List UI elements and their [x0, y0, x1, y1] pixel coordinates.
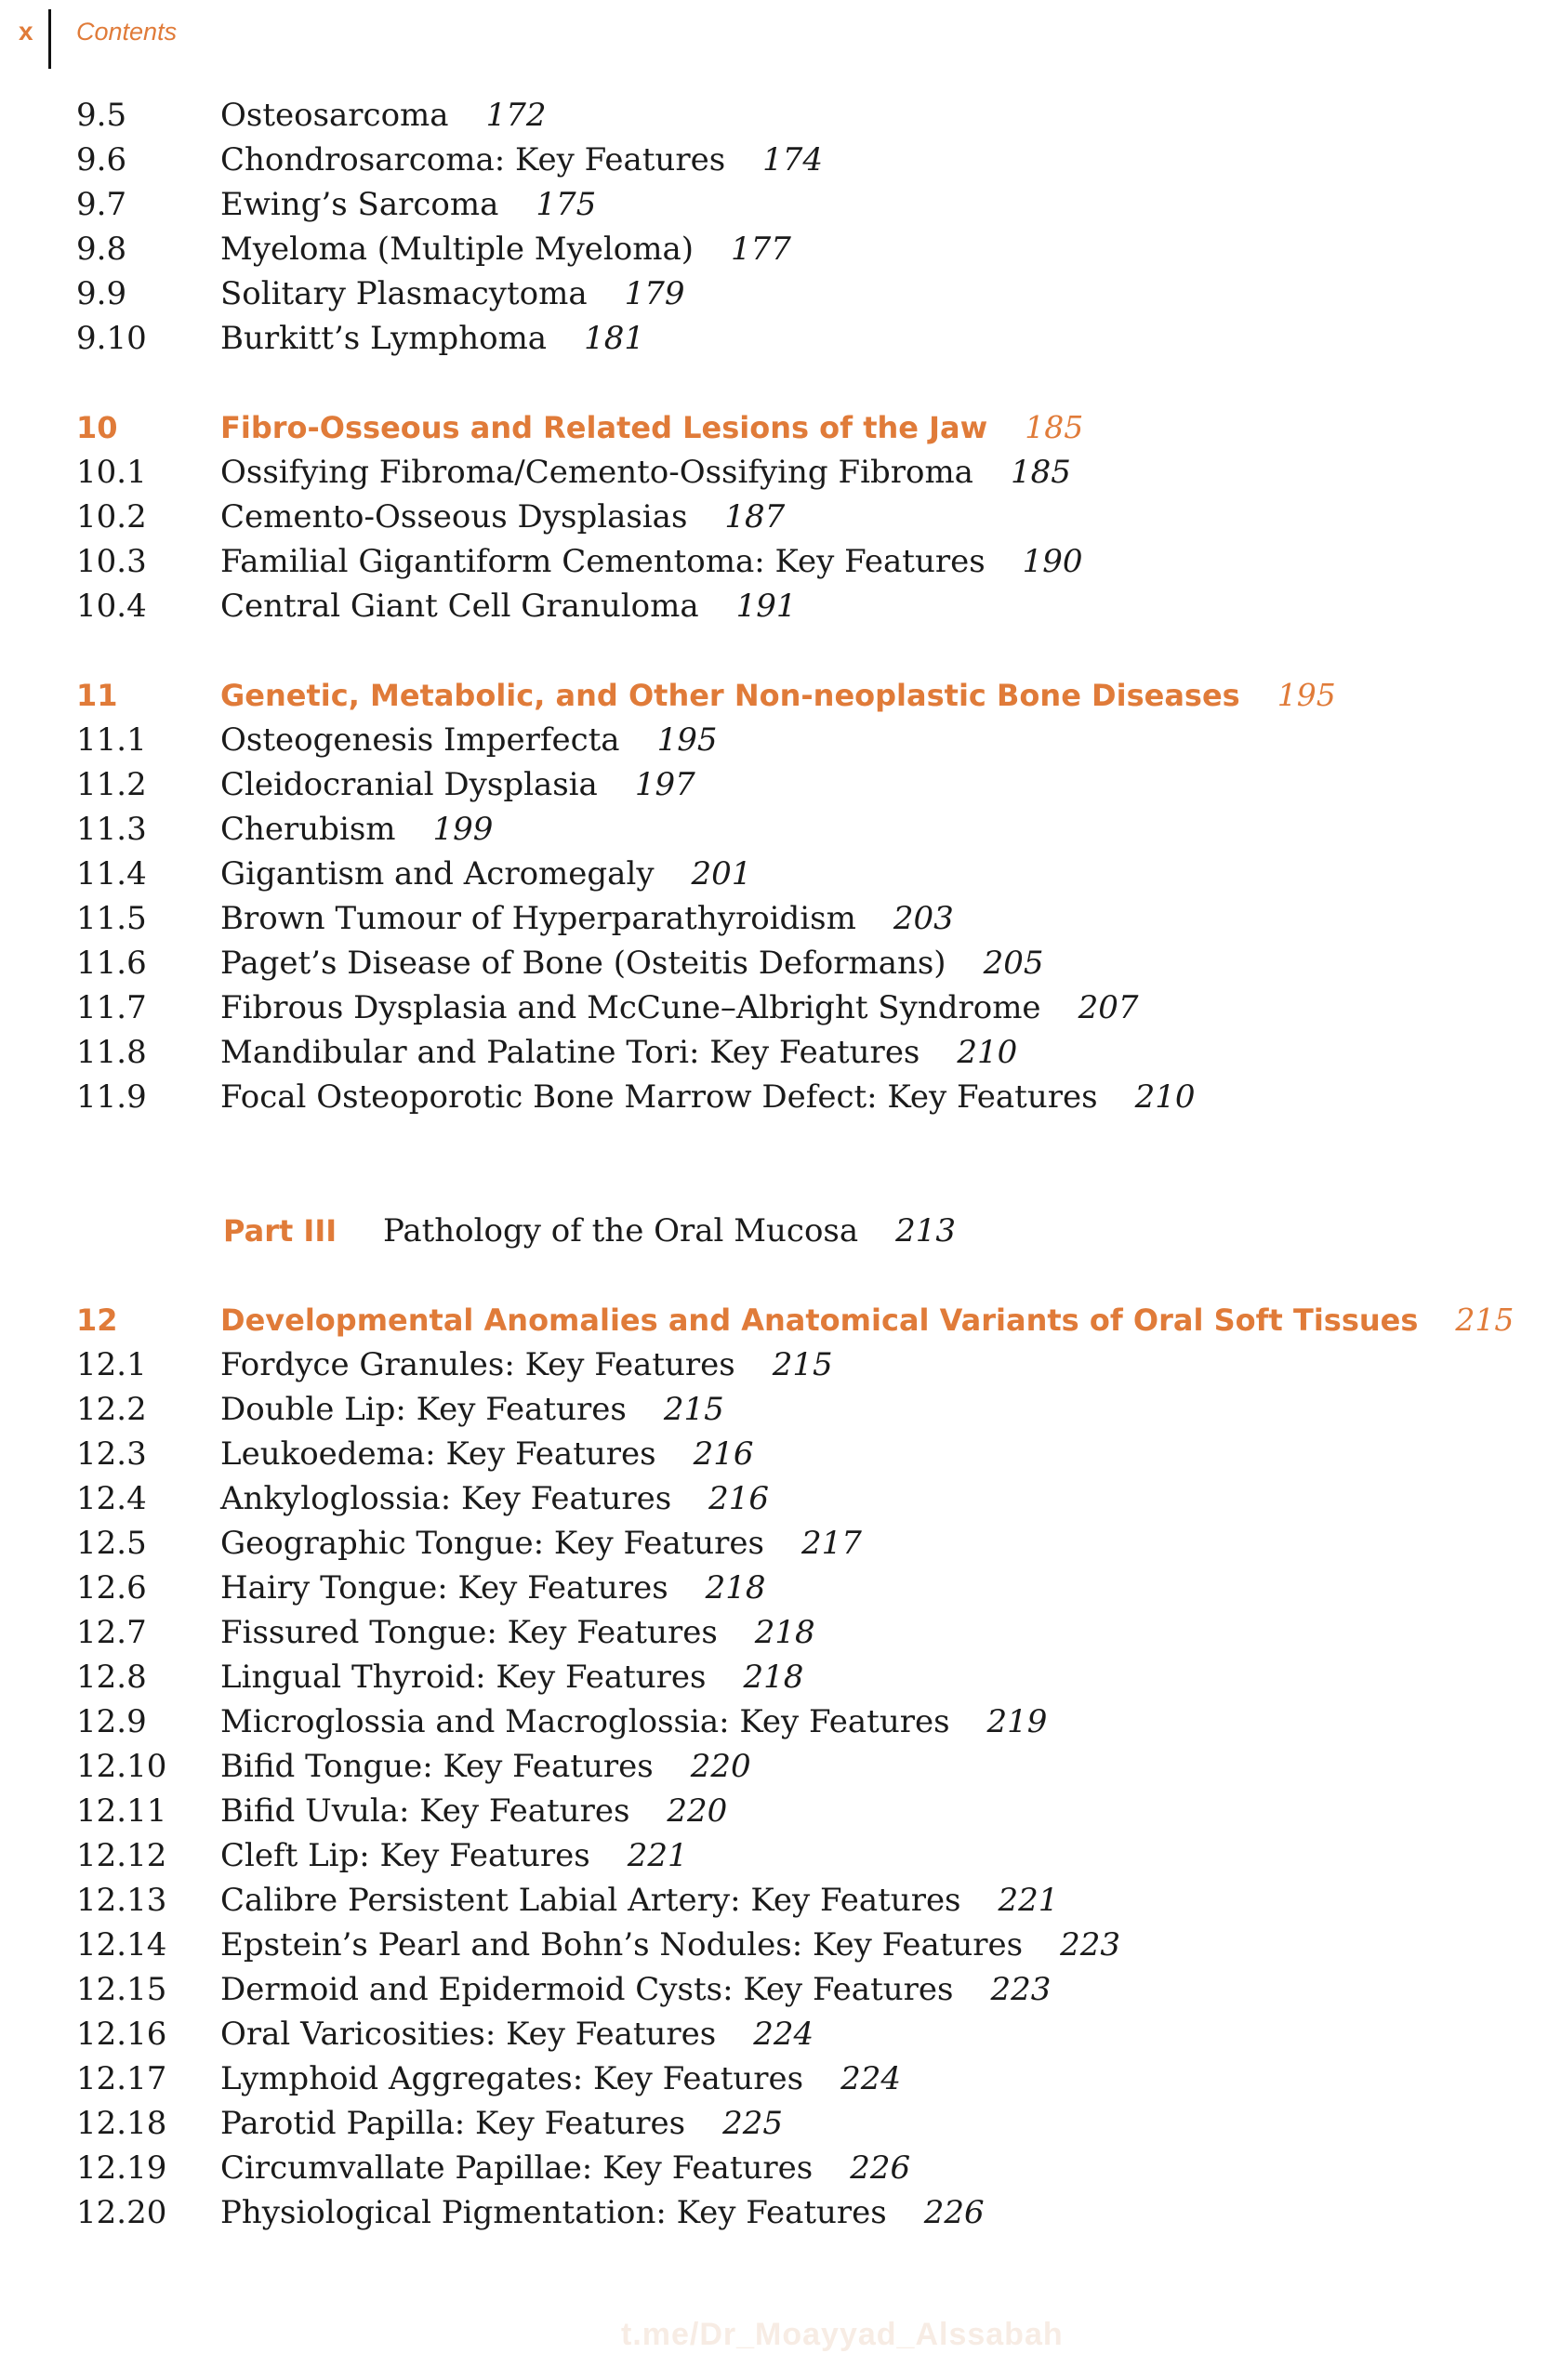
section-number: 12.4	[76, 1480, 147, 1517]
watermark: t.me/Dr_Moayyad_Alssabah	[621, 2317, 1064, 2352]
toc-entry[interactable]	[0, 2146, 1548, 2190]
toc-entry[interactable]	[0, 2056, 1548, 2101]
section-number: 12.8	[76, 1659, 147, 1696]
page-title: Contents	[76, 18, 178, 46]
toc-part[interactable]	[0, 1209, 1548, 1253]
section-title[interactable]: Mandibular and Palatine Tori: Key Features 210	[220, 1034, 1018, 1071]
reader-header	[0, 0, 1548, 65]
section-number: 12.7	[76, 1614, 147, 1651]
part-label: Part III	[223, 1213, 337, 1249]
toc-entry[interactable]	[0, 852, 1548, 896]
page-number: 215	[663, 1391, 724, 1428]
toc-entry[interactable]	[0, 93, 1548, 138]
section-title[interactable]: Circumvallate Papillae: Key Features 226	[220, 2149, 911, 2187]
section-number: 12.14	[76, 1926, 167, 1964]
section-number: 12.12	[76, 1837, 167, 1874]
section-title[interactable]: Ankyloglossia: Key Features 216	[220, 1480, 770, 1517]
section-title[interactable]: Oral Varicosities: Key Features 224	[220, 2016, 814, 2053]
section-title[interactable]: Fissured Tongue: Key Features 218	[220, 1614, 815, 1651]
page-number: 225	[722, 2105, 784, 2142]
toc-chapter[interactable]	[0, 673, 1548, 718]
toc-entry[interactable]	[0, 1566, 1548, 1610]
section-number: 11.8	[76, 1034, 147, 1071]
section-number: 12.5	[76, 1525, 147, 1562]
page-number: 224	[840, 2060, 902, 2097]
section-title[interactable]: Burkitt’s Lymphoma 181	[220, 320, 644, 357]
section-title[interactable]: Fordyce Granules: Key Features 215	[220, 1346, 833, 1383]
toc-entry[interactable]	[0, 1967, 1548, 2012]
page-number: 179	[624, 275, 685, 312]
page-number: 187	[724, 498, 786, 536]
toc-entry[interactable]	[0, 182, 1548, 227]
page-number: 203	[893, 900, 954, 937]
section-number: 11.1	[76, 721, 147, 759]
section-title[interactable]: Chondrosarcoma: Key Features 174	[220, 141, 824, 178]
section-number: 12.3	[76, 1435, 147, 1473]
toc-entry[interactable]	[0, 1699, 1548, 1744]
toc-entry[interactable]	[0, 1075, 1548, 1119]
page-number: 217	[801, 1525, 862, 1562]
section-number: 12.20	[76, 2194, 167, 2231]
page-number: 190	[1022, 543, 1083, 580]
page-number: 177	[731, 231, 791, 268]
toc-entry[interactable]	[0, 896, 1548, 941]
page-number: 215	[1455, 1302, 1515, 1338]
toc-entry[interactable]	[0, 1476, 1548, 1521]
section-number: 9.9	[76, 275, 127, 312]
toc-entry[interactable]	[0, 1833, 1548, 1878]
page-number: 210	[1134, 1078, 1196, 1116]
section-number: 9.10	[76, 320, 147, 357]
toc-entry[interactable]	[0, 1789, 1548, 1833]
section-number: 10.1	[76, 454, 147, 491]
section-title[interactable]: Central Giant Cell Granuloma 191	[220, 588, 797, 625]
section-number: 12.6	[76, 1569, 147, 1606]
close-icon[interactable]: x	[19, 17, 33, 46]
section-number: 12.15	[76, 1971, 167, 2008]
page-number: 219	[986, 1703, 1048, 1740]
toc-entry[interactable]	[0, 985, 1548, 1030]
section-title[interactable]: Osteosarcoma 172	[220, 97, 547, 134]
section-number: 12.10	[76, 1748, 167, 1785]
toc-entry[interactable]	[0, 271, 1548, 316]
toc-entry[interactable]	[0, 1521, 1548, 1566]
page-number: 218	[743, 1659, 804, 1696]
page-number: 218	[705, 1569, 766, 1606]
section-number: 12.1	[76, 1346, 147, 1383]
page-number: 223	[990, 1971, 1052, 2008]
page-number: 220	[667, 1792, 728, 1830]
section-title[interactable]: Lymphoid Aggregates: Key Features 224	[220, 2060, 902, 2097]
section-title[interactable]: Focal Osteoporotic Bone Marrow Defect: Key Features 210	[220, 1078, 1196, 1116]
section-number: 12.2	[76, 1391, 147, 1428]
toc-entry[interactable]	[0, 2190, 1548, 2235]
page-number: 207	[1078, 989, 1139, 1026]
toc-entry[interactable]	[0, 450, 1548, 495]
page-number: 199	[432, 811, 494, 848]
toc-entry[interactable]	[0, 1030, 1548, 1075]
toc-chapter[interactable]	[0, 1298, 1548, 1342]
toc-entry[interactable]	[0, 762, 1548, 807]
header-divider	[48, 9, 51, 69]
section-number: 12	[76, 1302, 118, 1338]
toc-entry[interactable]	[0, 1432, 1548, 1476]
section-number: 10	[76, 410, 118, 445]
section-title[interactable]: Paget’s Disease of Bone (Osteitis Deformans) 205	[220, 945, 1044, 982]
page-number: 221	[998, 1882, 1059, 1919]
toc-chapter[interactable]	[0, 405, 1548, 450]
section-number: 12.9	[76, 1703, 147, 1740]
page-number: 201	[691, 855, 752, 892]
page-number: 216	[693, 1435, 754, 1473]
section-title[interactable]: Cleft Lip: Key Features 221	[220, 1837, 688, 1874]
toc-entry[interactable]	[0, 1387, 1548, 1432]
page-number: 185	[1025, 409, 1084, 445]
section-number: 11.7	[76, 989, 147, 1026]
page-number: 181	[584, 320, 644, 357]
toc-entry[interactable]	[0, 1923, 1548, 1967]
section-number: 11.4	[76, 855, 147, 892]
section-title[interactable]: Cemento-Osseous Dysplasias 187	[220, 498, 786, 536]
section-title[interactable]: Gigantism and Acromegaly 201	[220, 855, 752, 892]
toc-entry[interactable]	[0, 807, 1548, 852]
section-number: 9.7	[76, 186, 127, 223]
toc-entry[interactable]	[0, 1878, 1548, 1923]
section-title[interactable]: Epstein’s Pearl and Bohn’s Nodules: Key Features 223	[220, 1926, 1121, 1964]
section-number: 9.5	[76, 97, 127, 134]
section-title[interactable]: Familial Gigantiform Cementoma: Key Features 190	[220, 543, 1083, 580]
section-number: 9.8	[76, 231, 127, 268]
section-title[interactable]: Double Lip: Key Features 215	[220, 1391, 724, 1428]
section-title[interactable]: Bifid Uvula: Key Features 220	[220, 1792, 728, 1830]
section-number: 12.11	[76, 1792, 167, 1830]
page-number: 215	[772, 1346, 833, 1383]
section-title[interactable]: Microglossia and Macroglossia: Key Features 219	[220, 1703, 1048, 1740]
section-title[interactable]: Pathology of the Oral Mucosa 213	[383, 1212, 957, 1250]
section-title[interactable]: Bifid Tongue: Key Features 220	[220, 1748, 751, 1785]
section-title[interactable]: Ossifying Fibroma/Cemento-Ossifying Fibroma 185	[220, 454, 1071, 491]
section-title[interactable]: Myeloma (Multiple Myeloma) 177	[220, 231, 791, 268]
page-number: 224	[753, 2016, 814, 2053]
page-number: 216	[708, 1480, 770, 1517]
page-number: 218	[754, 1614, 815, 1651]
page-number: 172	[485, 97, 547, 134]
toc-entry[interactable]	[0, 539, 1548, 584]
section-title[interactable]: Fibrous Dysplasia and McCune–Albright Syndrome 207	[220, 989, 1139, 1026]
section-number: 11.2	[76, 766, 147, 803]
page-number: 205	[983, 945, 1044, 982]
page-number: 220	[690, 1748, 751, 1785]
section-number: 12.13	[76, 1882, 167, 1919]
toc-entry[interactable]	[0, 227, 1548, 271]
section-title[interactable]: Physiological Pigmentation: Key Features 226	[220, 2194, 985, 2231]
toc-entry[interactable]	[0, 941, 1548, 985]
section-title[interactable]: Fibro-Osseous and Related Lesions of the Jaw 185	[220, 409, 1084, 445]
section-number: 11.6	[76, 945, 147, 982]
page-number: 191	[735, 588, 797, 625]
page-number: 174	[762, 141, 824, 178]
section-title[interactable]: Osteogenesis Imperfecta 195	[220, 721, 718, 759]
section-title[interactable]: Hairy Tongue: Key Features 218	[220, 1569, 766, 1606]
toc-entry[interactable]	[0, 1655, 1548, 1699]
toc-entry[interactable]	[0, 1744, 1548, 1789]
page-number: 221	[627, 1837, 688, 1874]
page-number: 185	[1010, 454, 1071, 491]
page-number: 213	[895, 1212, 957, 1250]
page-number: 175	[536, 186, 597, 223]
toc-entry[interactable]	[0, 316, 1548, 361]
toc-entry[interactable]	[0, 1342, 1548, 1387]
section-number: 12.17	[76, 2060, 167, 2097]
section-title[interactable]: Cherubism 199	[220, 811, 494, 848]
section-title[interactable]: Geographic Tongue: Key Features 217	[220, 1525, 862, 1562]
page-number: 195	[1277, 677, 1336, 713]
section-title[interactable]: Dermoid and Epidermoid Cysts: Key Features 223	[220, 1971, 1052, 2008]
section-number: 12.16	[76, 2016, 167, 2053]
section-title[interactable]: Solitary Plasmacytoma 179	[220, 275, 685, 312]
section-number: 12.18	[76, 2105, 167, 2142]
toc-entry[interactable]	[0, 1610, 1548, 1655]
page-number: 197	[634, 766, 695, 803]
section-number: 11	[76, 678, 118, 713]
toc-entry[interactable]	[0, 495, 1548, 539]
section-title[interactable]: Cleidocranial Dysplasia 197	[220, 766, 695, 803]
toc-entry[interactable]	[0, 2101, 1548, 2146]
section-number: 9.6	[76, 141, 127, 178]
page-number: 210	[957, 1034, 1018, 1071]
page-number: 195	[656, 721, 718, 759]
section-number: 11.9	[76, 1078, 147, 1116]
toc-entry[interactable]	[0, 584, 1548, 628]
section-number: 10.2	[76, 498, 147, 536]
section-title[interactable]: Ewing’s Sarcoma 175	[220, 186, 597, 223]
page-number: 226	[850, 2149, 911, 2187]
section-title[interactable]: Calibre Persistent Labial Artery: Key Features 221	[220, 1882, 1059, 1919]
section-number: 12.19	[76, 2149, 167, 2187]
toc-entry[interactable]	[0, 718, 1548, 762]
toc-entry[interactable]	[0, 2012, 1548, 2056]
section-title[interactable]: Developmental Anomalies and Anatomical Variants of Oral Soft Tissues 215	[220, 1302, 1515, 1338]
section-title[interactable]: Lingual Thyroid: Key Features 218	[220, 1659, 804, 1696]
page-number: 223	[1060, 1926, 1121, 1964]
toc-entry[interactable]	[0, 138, 1548, 182]
section-title[interactable]: Genetic, Metabolic, and Other Non-neoplastic Bone Diseases 195	[220, 677, 1336, 713]
section-number: 10.4	[76, 588, 147, 625]
section-title[interactable]: Brown Tumour of Hyperparathyroidism 203	[220, 900, 954, 937]
section-number: 11.5	[76, 900, 147, 937]
section-number: 11.3	[76, 811, 147, 848]
section-title[interactable]: Parotid Papilla: Key Features 225	[220, 2105, 784, 2142]
section-number: 10.3	[76, 543, 147, 580]
page-number: 226	[923, 2194, 985, 2231]
section-title[interactable]: Leukoedema: Key Features 216	[220, 1435, 754, 1473]
